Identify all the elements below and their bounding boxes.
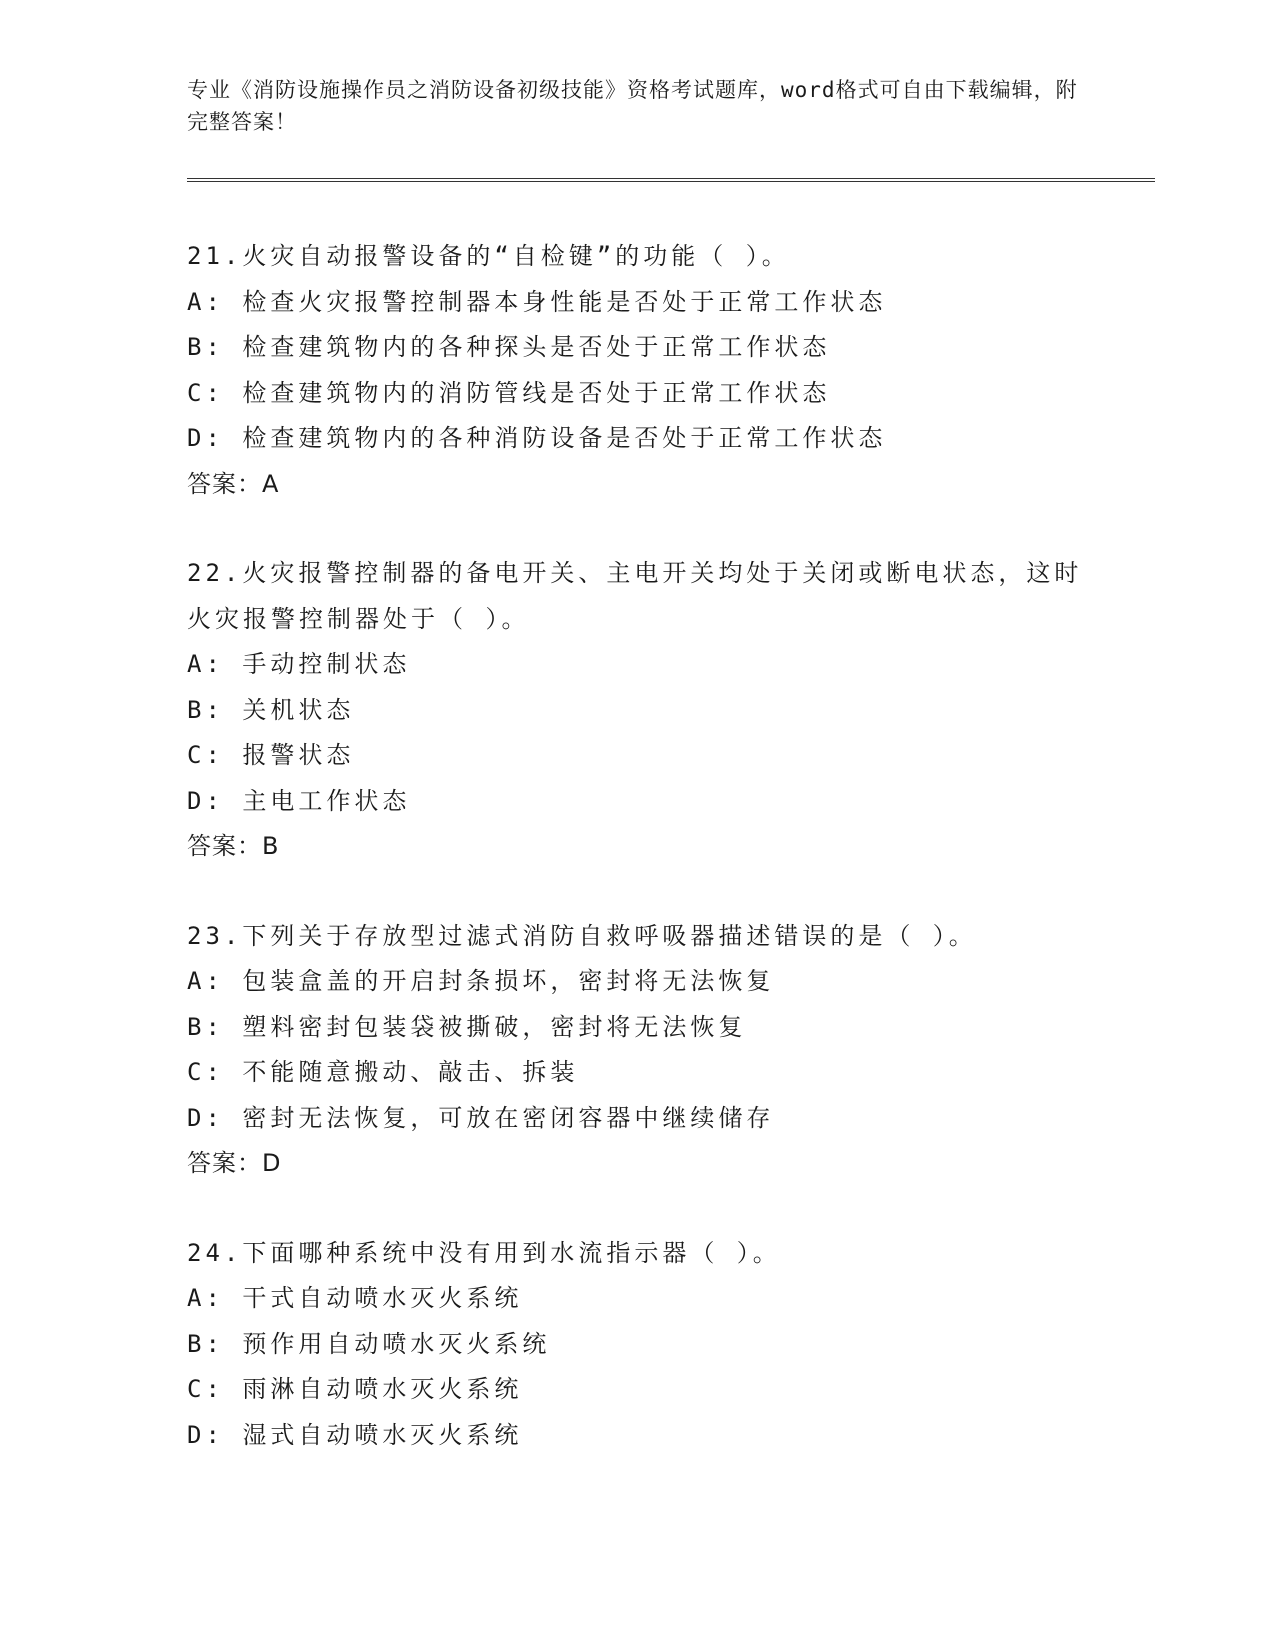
question-23 (187, 914, 1147, 1187)
option-b: B: 塑料密封包装袋被撕破，密封将无法恢复 (187, 1012, 747, 1041)
question-list (187, 234, 1147, 1502)
question-stem: 24.下面哪种系统中没有用到水流指示器（ ）。 (187, 1238, 781, 1267)
option-b: B: 预作用自动喷水灭火系统 (187, 1329, 551, 1358)
option-d: D: 主电工作状态 (187, 786, 411, 815)
option-a: A: 手动控制状态 (187, 650, 411, 678)
option-b: B: 关机状态 (187, 695, 355, 724)
answer-line: 答案：B (187, 832, 280, 860)
answer-line: 答案：D (187, 1149, 282, 1177)
option-d: D: 湿式自动喷水灭火系统 (187, 1420, 523, 1449)
header-divider (187, 178, 1155, 182)
option-c: C: 不能随意搬动、敲击、拆装 (187, 1058, 579, 1086)
question-21 (187, 234, 1147, 507)
option-c: C: 检查建筑物内的消防管线是否处于正常工作状态 (187, 378, 831, 407)
option-b: B: 检查建筑物内的各种探头是否处于正常工作状态 (187, 333, 831, 361)
question-22 (187, 551, 1147, 870)
option-c: C: 雨淋自动喷水灭火系统 (187, 1375, 523, 1403)
question-stem: 22.火灾报警控制器的备电开关、主电开关均处于关闭或断电状态，这时火灾报警控制器处于（ ）。 (187, 559, 1083, 633)
document-header (187, 74, 1087, 138)
question-stem: 23.下列关于存放型过滤式消防自救呼吸器描述错误的是（ ）。 (187, 921, 977, 950)
header-intro-text: 专业《消防设施操作员之消防设备初级技能》资格考试题库，word格式可自由下载编辑，附完整答案！ (187, 78, 1078, 134)
option-d: D: 检查建筑物内的各种消防设备是否处于正常工作状态 (187, 424, 887, 452)
option-a: A: 包装盒盖的开启封条损坏，密封将无法恢复 (187, 967, 775, 995)
option-d: D: 密封无法恢复，可放在密闭容器中继续储存 (187, 1103, 775, 1132)
question-stem: 21.火灾自动报警设备的“自检键”的功能（ ）。 (187, 242, 790, 270)
option-a: A: 干式自动喷水灭火系统 (187, 1284, 523, 1312)
answer-line: 答案：A (187, 469, 280, 498)
question-24 (187, 1231, 1147, 1459)
option-a: A: 检查火灾报警控制器本身性能是否处于正常工作状态 (187, 287, 887, 316)
option-c: C: 报警状态 (187, 741, 355, 769)
